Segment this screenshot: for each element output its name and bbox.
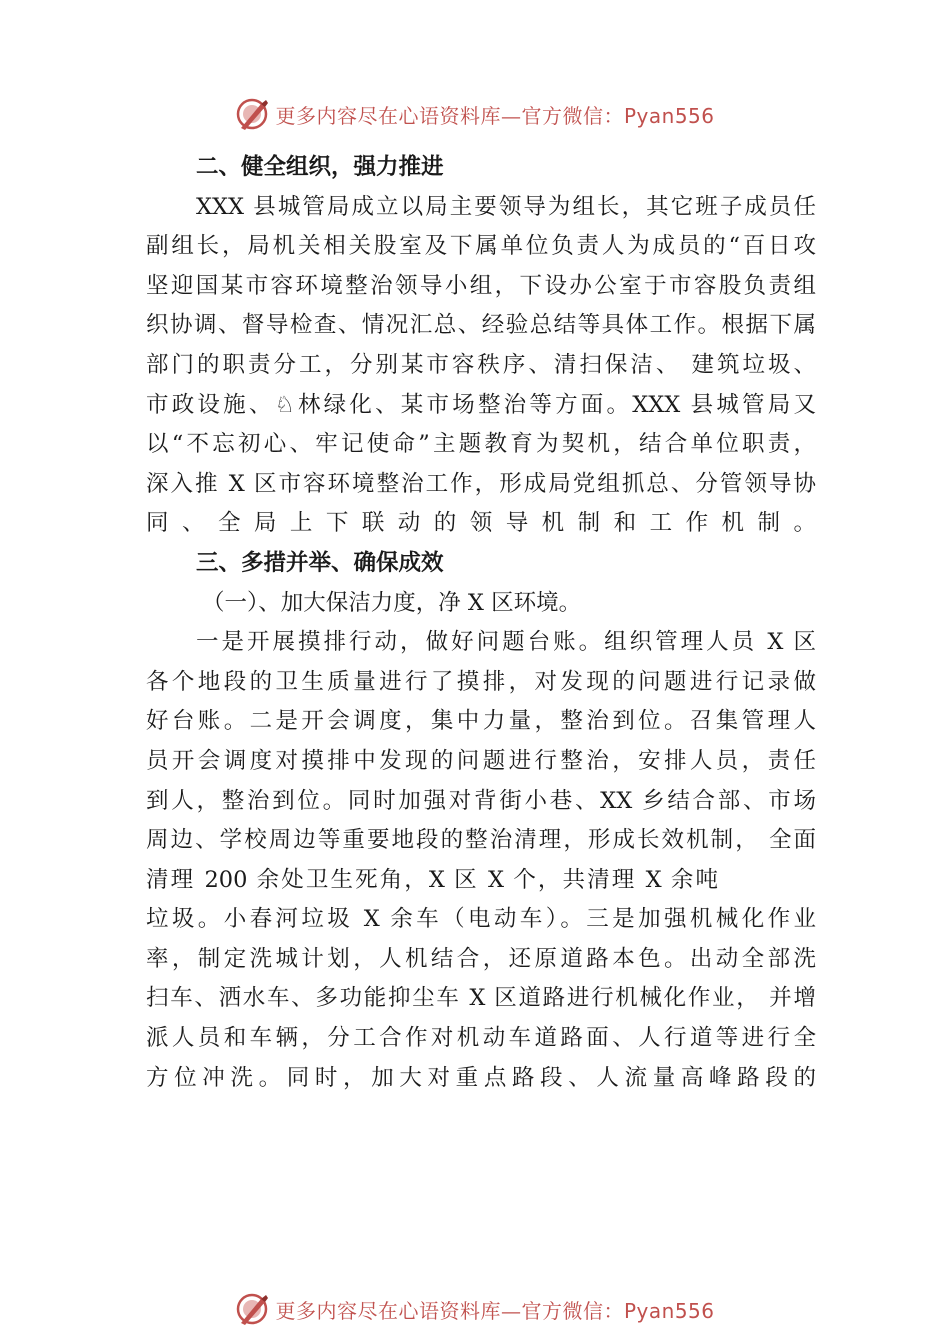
pen-logo-icon — [235, 96, 271, 132]
paragraph-line: 副组长，局机关相关股室及下属单位负责人为成员的“百日攻 — [146, 233, 816, 260]
header-banner-text: 更多内容尽在心语资料库—官方微信：Pyan556 — [275, 103, 715, 128]
pen-logo-icon — [235, 1291, 271, 1327]
paragraph-line: 深入推 X 区市容环境整治工作，形成局党组抓总、分管领导协 — [146, 470, 816, 497]
section-heading-3: 三、多措并举、确保成效 — [196, 549, 444, 576]
paragraph-line: 织协调、督导检查、情况汇总、经验总结等具体工作。根据下属 — [146, 312, 816, 339]
paragraph-line: 各个地段的卫生质量进行了摸排，对发现的问题进行记录做 — [146, 668, 816, 695]
paragraph-line: 派人员和车辆，分工合作对机动车道路面、人行道等进行全 — [146, 1025, 816, 1052]
paragraph-line: 好台账。二是开会调度，集中力量，整治到位。召集管理人 — [146, 708, 816, 735]
paragraph-line: XXX 县城管局成立以局主要领导为组长，其它班子成员任 — [196, 193, 816, 220]
paragraph-line: 以“不忘初心、牢记使命”主题教育为契机，结合单位职责， — [146, 431, 816, 458]
document-body — [146, 148, 816, 1098]
footer-wechat-id: Pyan556 — [623, 1298, 715, 1323]
header-banner — [0, 92, 950, 136]
section-heading-2: 二、健全组织，强力推进 — [196, 154, 444, 180]
paragraph-line: 清理 200 余处卫生死角，X 区 X 个，共清理 X 余吨 — [146, 866, 718, 893]
paragraph-line: 坚迎国某市容环境整治领导小组，下设办公室于市容股负责组 — [146, 272, 816, 299]
paragraph-line: 到人，整治到位。同时加强对背街小巷、XX 乡结合部、市场 — [146, 787, 816, 814]
paragraph-line: 率，制定洗城计划，人机结合，还原道路本色。出动全部洗 — [146, 945, 816, 972]
paragraph-cleaning — [146, 623, 816, 1098]
header-wechat-id: Pyan556 — [623, 103, 715, 128]
paragraph-line: 扫车、洒水车、多功能抑尘车 X 区道路进行机械化作业， 并增 — [146, 985, 816, 1012]
subsection-heading-1: （一）、加大保洁力度，净 X 区环境。 — [202, 589, 582, 616]
paragraph-line: 周边、学校周边等重要地段的整治清理，形成长效机制， 全面 — [146, 827, 816, 854]
paragraph-organization — [146, 188, 816, 544]
paragraph-line: 员开会调度对摸排中发现的问题进行整治，安排人员，责任 — [146, 747, 816, 774]
footer-banner-text: 更多内容尽在心语资料库—官方微信：Pyan556 — [275, 1298, 715, 1323]
paragraph-line: 部门的职责分工，分别某市容秩序、清扫保洁、 建筑垃圾、 — [146, 351, 816, 378]
paragraph-line: 垃圾。小春河垃圾 X 余车（电动车）。三是加强机械化作业 — [146, 906, 816, 933]
paragraph-line: 方位冲洗。同时，加大对重点路段、人流量高峰路段的 — [146, 1064, 816, 1091]
paragraph-line: 同、全局上下联动的领导机制和工作机制。 — [146, 510, 816, 537]
footer-banner — [0, 1287, 950, 1331]
paragraph-line: 市政设施、♘林绿化、某市场整治等方面。XXX 县城管局又 — [146, 391, 816, 418]
paragraph-line: 一是开展摸排行动，做好问题台账。组织管理人员 X 区 — [196, 629, 816, 656]
